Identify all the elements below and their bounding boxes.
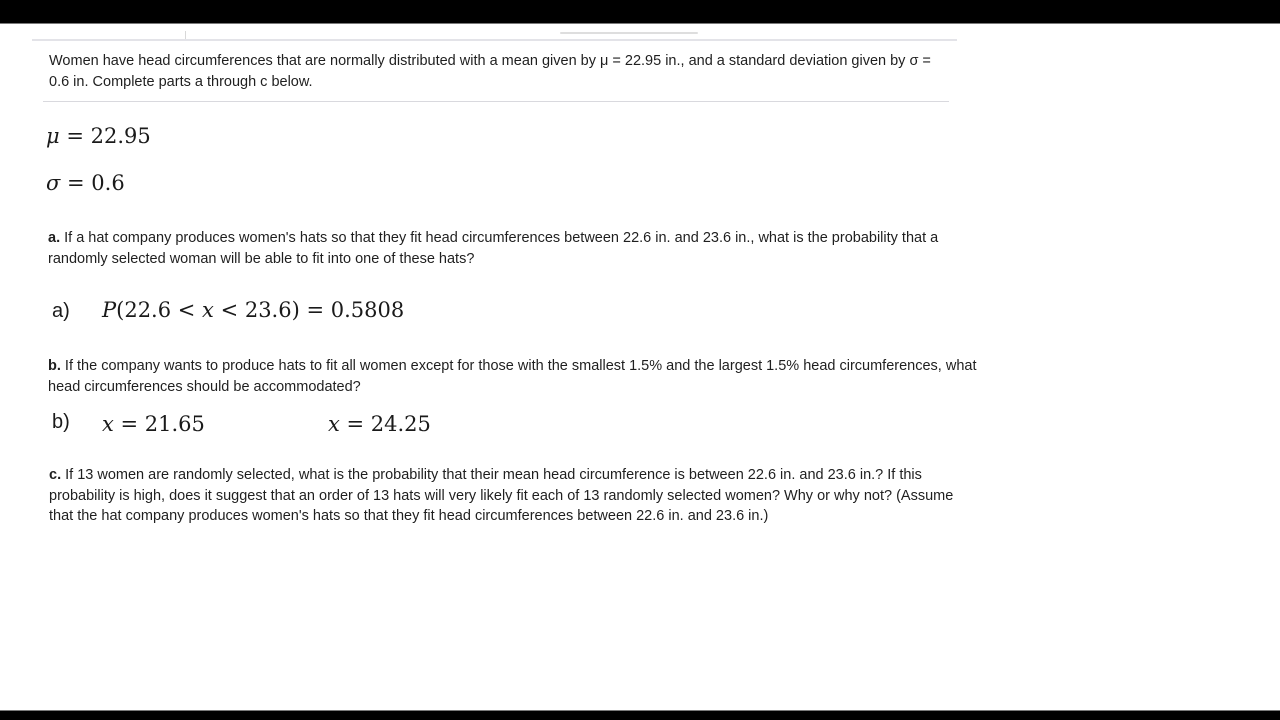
given-mean [46, 124, 151, 148]
question-b-text: If the company wants to produce hats to fit all women except for those with the smallest 1.5% and the largest 1.5% head circumferences, what head circumferences should be accommodated? [48, 358, 977, 395]
given-std-dev [46, 171, 125, 195]
question-c [49, 465, 979, 527]
letterbox-top [0, 0, 1280, 24]
question-c-text: If 13 women are randomly selected, what is the probability that their mean head circumference is between 22.6 in. and 23.6 in.? If this probability is high, does it suggest that an order of 13 hats will very likely fit each of 13 randomly selected women? Why or why not? (Assume that the hat company produces women's hats so that they fit head circumferences between 22.6 in. and 23.6 in.) [49, 467, 954, 524]
answer-a-close: < 23.6) = 0.5808 [213, 298, 405, 322]
sigma-symbol: σ [46, 171, 61, 195]
letterbox-bottom [0, 710, 1280, 720]
scroll-indicator[interactable] [560, 32, 698, 34]
answer-a-open: (22.6 < [116, 298, 203, 322]
answer-b-high-var: x [328, 412, 340, 436]
answer-b-upper-bound [328, 412, 431, 436]
answer-a-var: x [202, 298, 214, 322]
mu-equals: = [59, 124, 91, 148]
top-divider [32, 39, 957, 41]
answer-b-low-value: = 21.65 [113, 412, 205, 436]
sigma-value: 0.6 [91, 171, 125, 195]
question-a [48, 228, 978, 269]
question-a-label: a. [48, 230, 61, 246]
question-b [48, 356, 978, 397]
answer-b-lower-bound [102, 412, 205, 436]
question-a-text: If a hat company produces women's hats so that they fit head circumferences between 22.6 in. and 23.6 in., what is the probability that a randomly selected woman will be able to fit into one of these hats? [48, 230, 939, 267]
answer-a-P: P [102, 298, 117, 322]
question-c-label: c. [49, 467, 62, 483]
mu-symbol: μ [46, 124, 60, 148]
mu-value: 22.95 [90, 124, 151, 148]
answer-b-high-value: = 24.25 [339, 412, 431, 436]
sigma-equals: = [60, 171, 92, 195]
question-b-label: b. [48, 358, 61, 374]
answer-a-expression [102, 298, 404, 322]
problem-statement: Women have head circumferences that are normally distributed with a mean given by μ = 22.95 in., and a standard deviation given by σ = 0.6 in. Complete parts a through c below. [49, 53, 931, 90]
answer-b-label: b) [52, 411, 70, 433]
answer-b-low-var: x [102, 412, 114, 436]
problem-divider [43, 101, 949, 102]
answer-a-label: a) [52, 300, 70, 322]
ruler-tick [185, 31, 186, 39]
